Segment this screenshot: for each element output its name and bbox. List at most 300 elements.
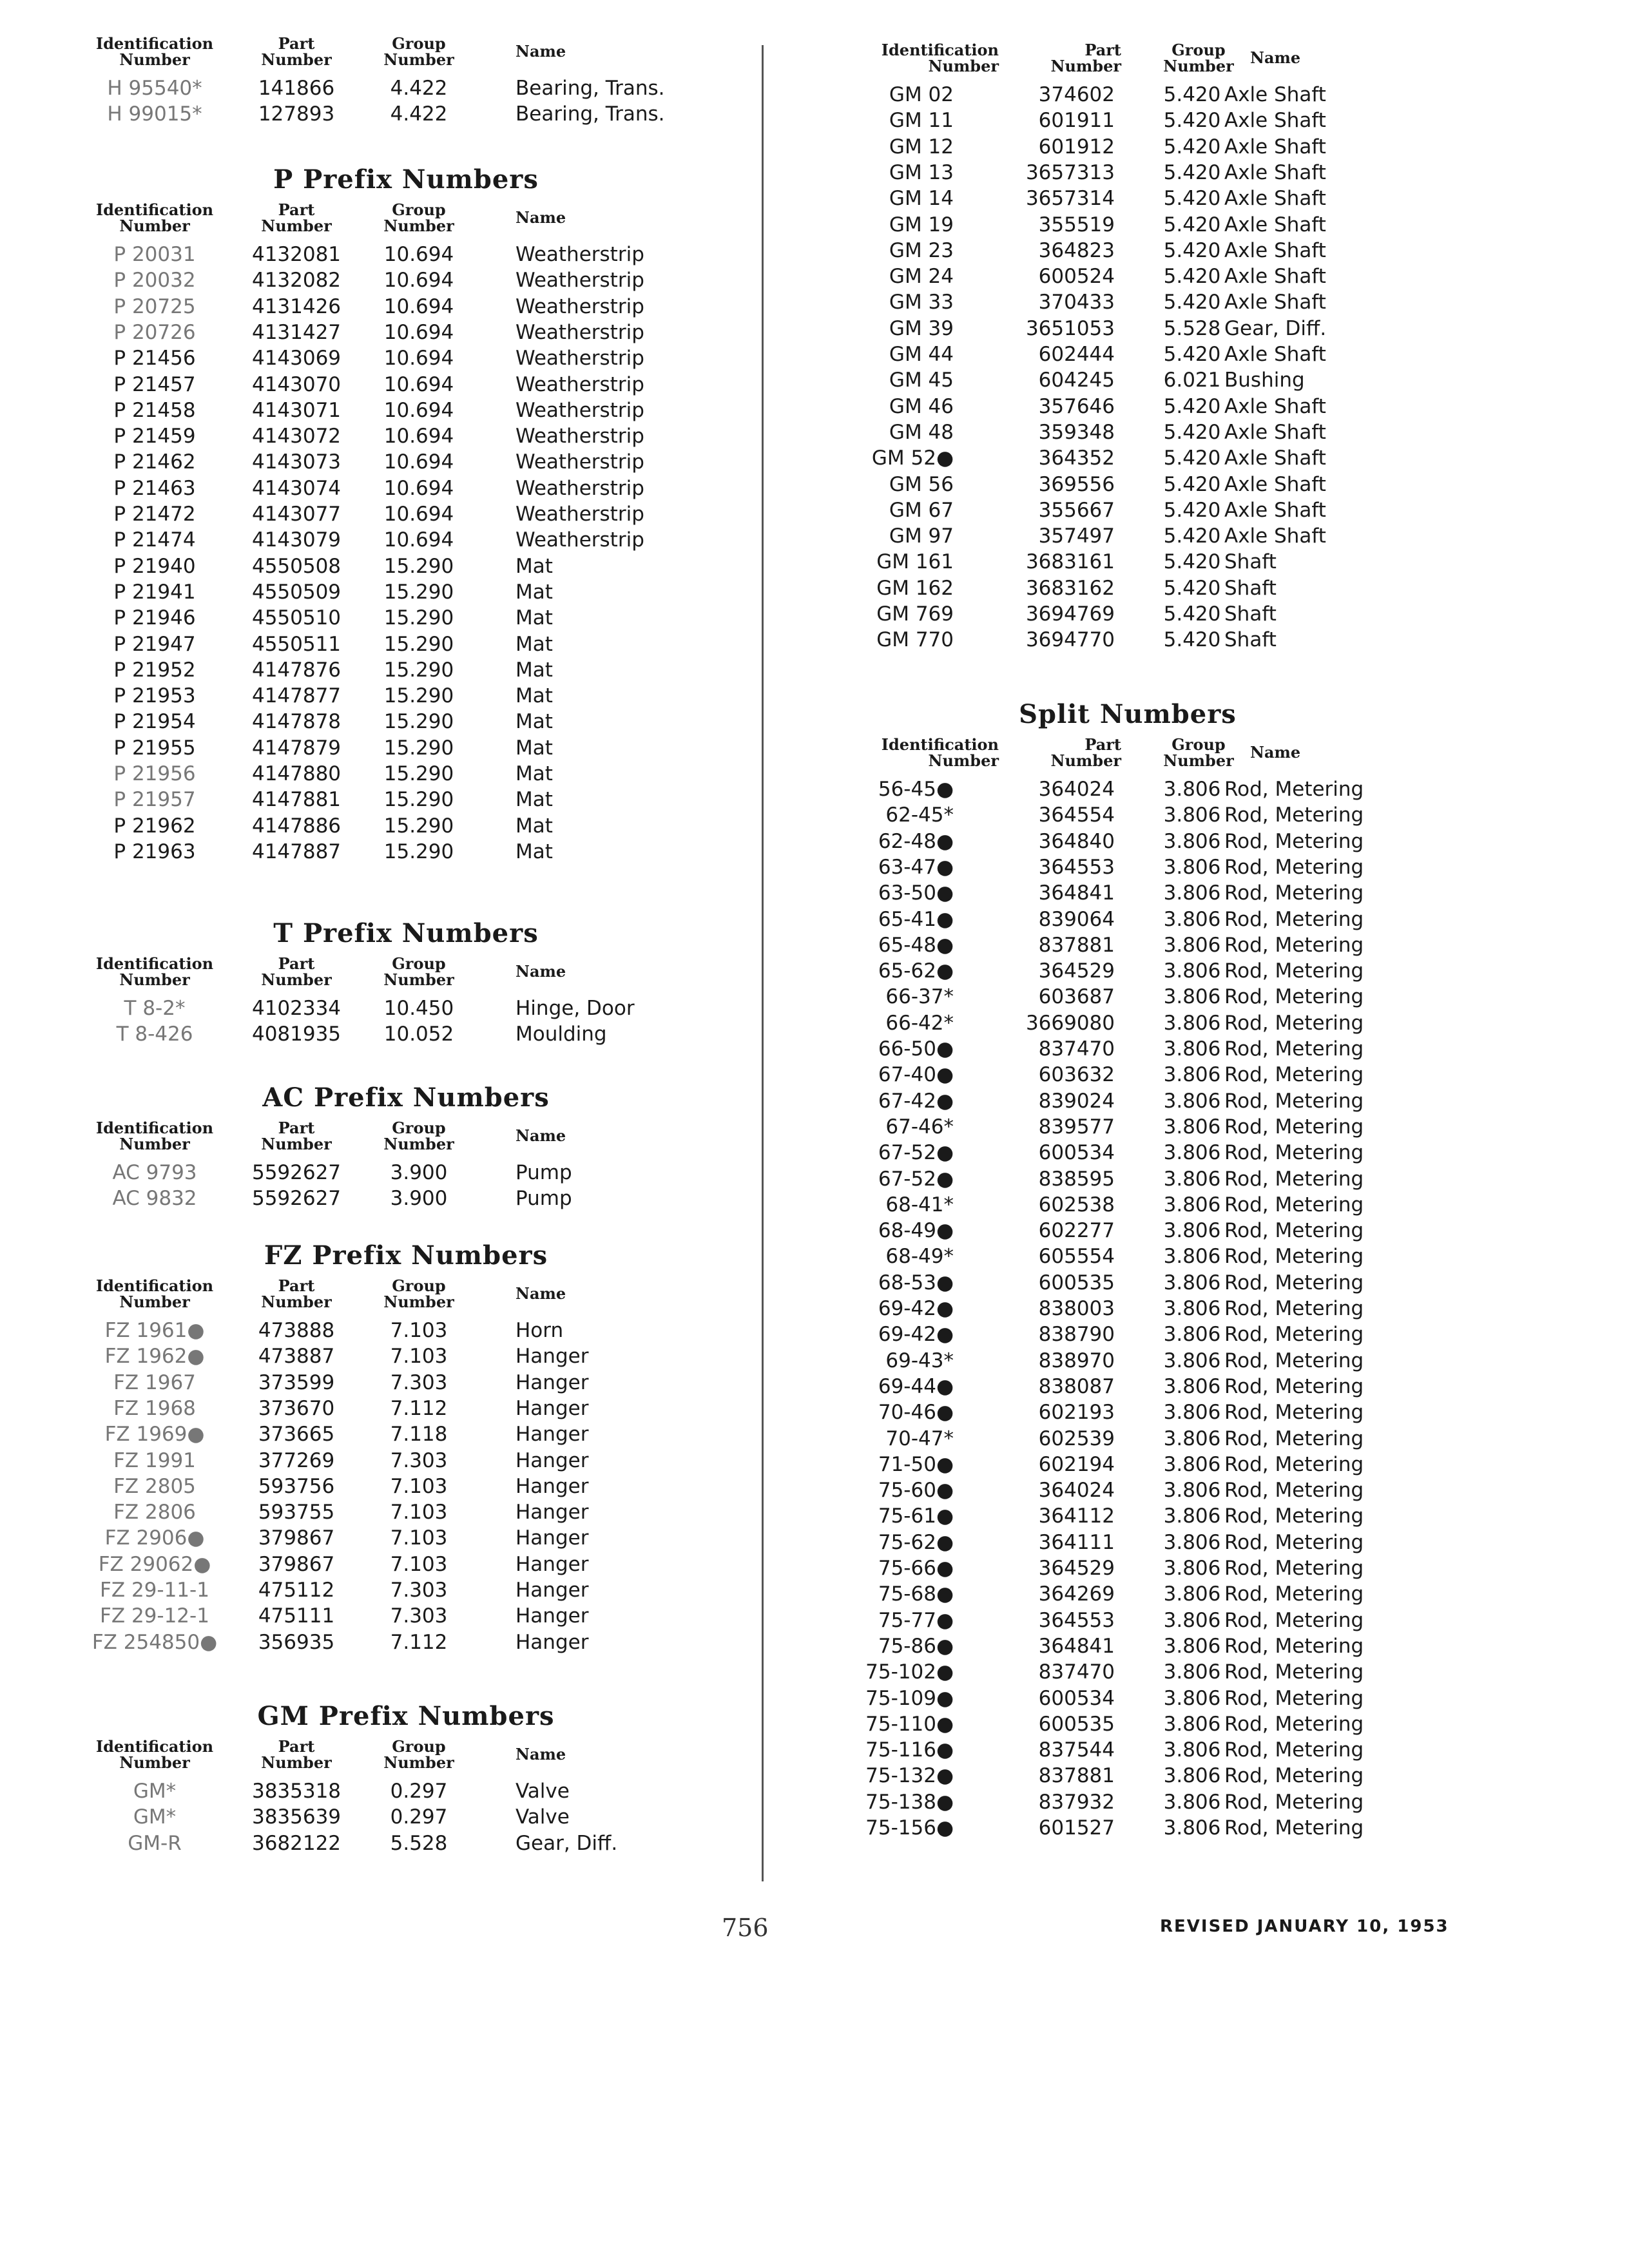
- group-number: 15.290: [383, 684, 454, 708]
- group-number: 10.694: [383, 503, 454, 526]
- group-number: 3.806: [1163, 1738, 1221, 1762]
- group-number: 7.303: [390, 1579, 448, 1602]
- identification-number: 66-37*: [885, 985, 954, 1009]
- part-name: Shaft: [1224, 576, 1277, 600]
- part-name: Rod, Metering: [1224, 829, 1364, 853]
- group-number: 10.694: [383, 476, 454, 500]
- part-number: 5592627: [251, 1187, 342, 1211]
- identification-number: AC 9793: [112, 1161, 197, 1184]
- identification-number: P 21462: [113, 450, 196, 474]
- header-id: Identification Number: [95, 1737, 214, 1772]
- part-number: 3694770: [1025, 628, 1115, 652]
- part-number: 4147878: [251, 710, 342, 734]
- part-number: 838790: [1038, 1323, 1115, 1347]
- header-part: Part Number: [261, 1276, 332, 1311]
- header-group: Group Number: [383, 200, 454, 235]
- part-number: 3657314: [1025, 187, 1115, 211]
- part-number: 3657313: [1025, 160, 1115, 184]
- part-number: 604245: [1038, 369, 1115, 392]
- header-part: Part Number: [261, 200, 332, 235]
- part-name: Rod, Metering: [1224, 1323, 1364, 1347]
- part-name: Hanger: [516, 1448, 589, 1472]
- part-name: Mat: [516, 814, 553, 838]
- part-number: 3835318: [251, 1780, 342, 1803]
- identification-number: P 21457: [113, 372, 196, 396]
- part-number: 3683162: [1025, 576, 1115, 600]
- identification-number: P 20725: [113, 294, 196, 318]
- part-number: 369556: [1038, 472, 1115, 496]
- group-number: 7.303: [390, 1370, 448, 1394]
- header-group: Group Number: [1163, 41, 1234, 75]
- part-number: 4132082: [251, 269, 342, 293]
- part-name: Axle Shaft: [1224, 343, 1326, 366]
- group-number: 3.806: [1163, 1582, 1221, 1606]
- group-number: 7.103: [390, 1319, 448, 1342]
- identification-number: GM 52●: [871, 447, 954, 470]
- group-number: 3.806: [1163, 1479, 1221, 1503]
- identification-number: 75-102●: [865, 1660, 954, 1684]
- part-number: 602538: [1038, 1193, 1115, 1216]
- identification-number: FZ 1969●: [104, 1423, 205, 1446]
- part-name: Rod, Metering: [1224, 1608, 1364, 1632]
- part-number: 3669080: [1025, 1011, 1115, 1035]
- part-name: Mat: [516, 788, 553, 812]
- part-number: 839064: [1038, 907, 1115, 931]
- group-number: 7.303: [390, 1604, 448, 1628]
- part-number: 600534: [1038, 1686, 1115, 1710]
- identification-number: GM 02: [889, 83, 954, 106]
- group-number: 7.103: [390, 1345, 448, 1369]
- part-name: Weatherstrip: [516, 372, 644, 396]
- identification-number: P 21953: [113, 684, 196, 708]
- identification-number: 75-68●: [878, 1582, 954, 1606]
- part-name: Axle Shaft: [1224, 213, 1326, 236]
- header-name: Name: [1250, 743, 1301, 762]
- identification-number: 68-53●: [878, 1271, 954, 1294]
- part-name: Rod, Metering: [1224, 1245, 1364, 1269]
- identification-number: 70-47*: [885, 1427, 954, 1450]
- part-name: Rod, Metering: [1224, 1011, 1364, 1035]
- part-number: 837544: [1038, 1738, 1115, 1762]
- identification-number: 67-52●: [878, 1167, 954, 1191]
- group-number: 3.806: [1163, 1530, 1221, 1554]
- identification-number: GM 11: [889, 109, 954, 133]
- identification-number: 66-42*: [885, 1011, 954, 1035]
- page-number: 756: [722, 1914, 769, 1942]
- identification-number: GM 45: [889, 369, 954, 392]
- group-number: 3.806: [1163, 1219, 1221, 1243]
- identification-number: GM 56: [889, 472, 954, 496]
- column-divider: [762, 45, 764, 1881]
- group-number: 0.297: [390, 1780, 448, 1803]
- part-number: 838595: [1038, 1167, 1115, 1191]
- group-number: 15.290: [383, 814, 454, 838]
- part-name: Mat: [516, 762, 553, 785]
- part-number: 127893: [258, 102, 335, 126]
- identification-number: 56-45●: [878, 778, 954, 801]
- part-name: Hanger: [516, 1370, 589, 1394]
- group-number: 3.806: [1163, 1504, 1221, 1528]
- part-number: 364529: [1038, 1557, 1115, 1580]
- group-number: 5.420: [1163, 447, 1221, 470]
- group-number: 5.420: [1163, 291, 1221, 314]
- header-id: Identification Number: [95, 34, 214, 69]
- group-number: 3.806: [1163, 1323, 1221, 1347]
- group-number: 7.103: [390, 1501, 448, 1524]
- group-number: 3.806: [1163, 881, 1221, 905]
- group-number: 3.806: [1163, 1374, 1221, 1398]
- part-number: 4550508: [251, 554, 342, 578]
- group-number: 7.103: [390, 1526, 448, 1550]
- part-name: Rod, Metering: [1224, 959, 1364, 983]
- part-name: Valve: [516, 1780, 570, 1803]
- group-number: 3.806: [1163, 1712, 1221, 1736]
- part-name: Rod, Metering: [1224, 1557, 1364, 1580]
- part-name: Rod, Metering: [1224, 907, 1364, 931]
- identification-number: GM 161: [876, 550, 954, 574]
- identification-number: GM 39: [889, 316, 954, 340]
- group-number: 5.420: [1163, 498, 1221, 522]
- identification-number: P 20726: [113, 320, 196, 344]
- group-number: 3.806: [1163, 933, 1221, 957]
- part-name: Mat: [516, 554, 553, 578]
- identification-number: 62-45*: [885, 803, 954, 827]
- part-name: Hanger: [516, 1526, 589, 1550]
- group-number: 15.290: [383, 580, 454, 604]
- identification-number: P 21946: [113, 606, 196, 630]
- group-number: 5.420: [1163, 472, 1221, 496]
- part-number: 364823: [1038, 238, 1115, 262]
- part-number: 605554: [1038, 1245, 1115, 1269]
- group-number: 3.806: [1163, 1297, 1221, 1320]
- part-number: 839577: [1038, 1115, 1115, 1139]
- part-name: Axle Shaft: [1224, 291, 1326, 314]
- group-number: 5.420: [1163, 576, 1221, 600]
- group-number: 5.420: [1163, 109, 1221, 133]
- part-number: 475111: [258, 1604, 335, 1628]
- header-name: Name: [1250, 48, 1301, 67]
- part-name: Axle Shaft: [1224, 420, 1326, 444]
- identification-number: GM*: [133, 1780, 177, 1803]
- identification-number: P 21963: [113, 840, 196, 863]
- group-number: 5.420: [1163, 238, 1221, 262]
- part-number: 5592627: [251, 1161, 342, 1184]
- part-number: 4147877: [251, 684, 342, 708]
- part-name: Weatherstrip: [516, 347, 644, 370]
- part-name: Pump: [516, 1187, 572, 1211]
- part-name: Rod, Metering: [1224, 1374, 1364, 1398]
- group-number: 5.420: [1163, 83, 1221, 106]
- group-number: 7.112: [390, 1396, 448, 1420]
- part-number: 4147879: [251, 736, 342, 760]
- part-name: Rod, Metering: [1224, 1271, 1364, 1294]
- group-number: 10.694: [383, 243, 454, 266]
- part-number: 379867: [258, 1526, 335, 1550]
- part-number: 364024: [1038, 778, 1115, 801]
- part-number: 4102334: [251, 997, 342, 1020]
- part-name: Hinge, Door: [516, 997, 635, 1020]
- part-name: Rod, Metering: [1224, 1297, 1364, 1320]
- identification-number: H 95540*: [107, 77, 202, 100]
- part-name: Rod, Metering: [1224, 1790, 1364, 1814]
- part-number: 364111: [1038, 1530, 1115, 1554]
- group-number: 5.420: [1163, 343, 1221, 366]
- part-number: 3682122: [251, 1831, 342, 1855]
- identification-number: T 8-2*: [124, 997, 186, 1020]
- group-number: 15.290: [383, 840, 454, 863]
- part-number: 602277: [1038, 1219, 1115, 1243]
- part-number: 355519: [1038, 213, 1115, 236]
- group-number: 3.806: [1163, 907, 1221, 931]
- group-number: 3.806: [1163, 1790, 1221, 1814]
- part-name: Shaft: [1224, 602, 1277, 626]
- part-name: Rod, Metering: [1224, 1193, 1364, 1216]
- group-number: 7.103: [390, 1552, 448, 1576]
- identification-number: P 21940: [113, 554, 196, 578]
- part-number: 4143071: [251, 398, 342, 422]
- identification-number: GM 67: [889, 498, 954, 522]
- part-name: Weatherstrip: [516, 450, 644, 474]
- part-name: Hanger: [516, 1345, 589, 1369]
- part-number: 4550511: [251, 632, 342, 656]
- part-number: 838087: [1038, 1374, 1115, 1398]
- part-number: 356935: [258, 1630, 335, 1654]
- identification-number: FZ 1968: [113, 1396, 196, 1420]
- identification-number: FZ 1962●: [104, 1345, 205, 1369]
- part-name: Hanger: [516, 1604, 589, 1628]
- group-number: 15.290: [383, 632, 454, 656]
- group-number: 3.806: [1163, 1816, 1221, 1840]
- part-number: 4143069: [251, 347, 342, 370]
- identification-number: FZ 1967: [113, 1370, 196, 1394]
- group-number: 3.806: [1163, 985, 1221, 1009]
- header-name: Name: [516, 1284, 566, 1303]
- part-number: 602539: [1038, 1427, 1115, 1450]
- identification-number: FZ 2805: [113, 1474, 196, 1498]
- group-number: 10.694: [383, 398, 454, 422]
- part-name: Pump: [516, 1161, 572, 1184]
- identification-number: GM 162: [876, 576, 954, 600]
- identification-number: P 20031: [113, 243, 196, 266]
- identification-number: P 21952: [113, 658, 196, 682]
- group-number: 3.806: [1163, 1349, 1221, 1372]
- part-name: Rod, Metering: [1224, 1686, 1364, 1710]
- group-number: 5.420: [1163, 160, 1221, 184]
- group-number: 3.806: [1163, 1557, 1221, 1580]
- identification-number: GM 44: [889, 343, 954, 366]
- part-name: Rod, Metering: [1224, 1530, 1364, 1554]
- part-name: Shaft: [1224, 550, 1277, 574]
- part-name: Weatherstrip: [516, 476, 644, 500]
- part-name: Mat: [516, 710, 553, 734]
- identification-number: 66-50●: [878, 1037, 954, 1061]
- header-id: Identification Number: [881, 735, 999, 770]
- identification-number: 70-46●: [878, 1401, 954, 1425]
- group-number: 5.528: [390, 1831, 448, 1855]
- header-group: Group Number: [1163, 735, 1234, 770]
- identification-number: 67-46*: [885, 1115, 954, 1139]
- header-group: Group Number: [383, 1119, 454, 1153]
- part-number: 364024: [1038, 1479, 1115, 1503]
- group-number: 6.021: [1163, 369, 1221, 392]
- group-number: 3.806: [1163, 855, 1221, 879]
- identification-number: GM 14: [889, 187, 954, 211]
- part-name: Rod, Metering: [1224, 803, 1364, 827]
- header-name: Name: [516, 208, 566, 227]
- group-number: 3.806: [1163, 1141, 1221, 1165]
- group-number: 3.806: [1163, 803, 1221, 827]
- part-name: Axle Shaft: [1224, 83, 1326, 106]
- identification-number: 75-62●: [878, 1530, 954, 1554]
- part-name: Rod, Metering: [1224, 1349, 1364, 1372]
- part-name: Mat: [516, 684, 553, 708]
- part-number: 4143077: [251, 503, 342, 526]
- part-name: Mat: [516, 840, 553, 863]
- group-number: 3.806: [1163, 1427, 1221, 1450]
- part-name: Rod, Metering: [1224, 1141, 1364, 1165]
- group-number: 0.297: [390, 1805, 448, 1829]
- identification-number: GM 48: [889, 420, 954, 444]
- part-name: Rod, Metering: [1224, 1738, 1364, 1762]
- identification-number: P 21956: [113, 762, 196, 785]
- part-number: 364553: [1038, 855, 1115, 879]
- part-number: 4081935: [251, 1023, 342, 1046]
- part-name: Rod, Metering: [1224, 1115, 1364, 1139]
- part-number: 359348: [1038, 420, 1115, 444]
- header-group: Group Number: [383, 1737, 454, 1772]
- part-number: 4143073: [251, 450, 342, 474]
- part-number: 4131426: [251, 294, 342, 318]
- part-name: Rod, Metering: [1224, 985, 1364, 1009]
- identification-number: P 21472: [113, 503, 196, 526]
- header-part: Part Number: [1050, 735, 1121, 770]
- group-number: 10.694: [383, 320, 454, 344]
- part-name: Rod, Metering: [1224, 1582, 1364, 1606]
- identification-number: 69-43*: [885, 1349, 954, 1372]
- identification-number: 68-49*: [885, 1245, 954, 1269]
- part-number: 4550510: [251, 606, 342, 630]
- group-number: 3.806: [1163, 1089, 1221, 1113]
- part-name: Rod, Metering: [1224, 1504, 1364, 1528]
- group-number: 5.420: [1163, 265, 1221, 289]
- part-number: 374602: [1038, 83, 1115, 106]
- header-part: Part Number: [261, 1737, 332, 1772]
- identification-number: 67-52●: [878, 1141, 954, 1165]
- section-title: Split Numbers: [1019, 699, 1237, 729]
- group-number: 15.290: [383, 710, 454, 734]
- group-number: 5.420: [1163, 420, 1221, 444]
- part-name: Rod, Metering: [1224, 1167, 1364, 1191]
- part-number: 373599: [258, 1370, 335, 1394]
- group-number: 5.420: [1163, 602, 1221, 626]
- identification-number: FZ 29-12-1: [100, 1604, 209, 1628]
- part-name: Hanger: [516, 1579, 589, 1602]
- group-number: 3.806: [1163, 1193, 1221, 1216]
- group-number: 3.806: [1163, 1115, 1221, 1139]
- group-number: 10.694: [383, 347, 454, 370]
- part-number: 603632: [1038, 1063, 1115, 1087]
- part-name: Weatherstrip: [516, 243, 644, 266]
- identification-number: 75-116●: [865, 1738, 954, 1762]
- part-number: 837470: [1038, 1037, 1115, 1061]
- identification-number: GM 769: [876, 602, 954, 626]
- identification-number: FZ 254850●: [92, 1630, 218, 1654]
- part-number: 364352: [1038, 447, 1115, 470]
- group-number: 10.694: [383, 450, 454, 474]
- header-id: Identification Number: [95, 1119, 214, 1153]
- part-number: 601912: [1038, 135, 1115, 159]
- part-name: Rod, Metering: [1224, 1089, 1364, 1113]
- identification-number: FZ 29062●: [98, 1552, 211, 1576]
- part-name: Hanger: [516, 1396, 589, 1420]
- part-name: Rod, Metering: [1224, 1634, 1364, 1658]
- part-number: 601911: [1038, 109, 1115, 133]
- group-number: 3.806: [1163, 1011, 1221, 1035]
- revised-date: REVISED JANUARY 10, 1953: [1160, 1917, 1449, 1936]
- part-number: 355667: [1038, 498, 1115, 522]
- group-number: 4.422: [390, 102, 448, 126]
- part-name: Weatherstrip: [516, 269, 644, 293]
- identification-number: 68-41*: [885, 1193, 954, 1216]
- identification-number: 75-60●: [878, 1479, 954, 1503]
- group-number: 5.420: [1163, 187, 1221, 211]
- part-number: 838003: [1038, 1297, 1115, 1320]
- group-number: 15.290: [383, 606, 454, 630]
- identification-number: 62-48●: [878, 829, 954, 853]
- group-number: 7.112: [390, 1630, 448, 1654]
- part-name: Gear, Diff.: [1224, 316, 1327, 340]
- part-name: Rod, Metering: [1224, 778, 1364, 801]
- part-name: Weatherstrip: [516, 320, 644, 344]
- header-id: Identification Number: [95, 200, 214, 235]
- part-name: Rod, Metering: [1224, 1660, 1364, 1684]
- part-name: Axle Shaft: [1224, 109, 1326, 133]
- part-name: Hanger: [516, 1501, 589, 1524]
- header-part: Part Number: [261, 1119, 332, 1153]
- part-name: Rod, Metering: [1224, 881, 1364, 905]
- identification-number: P 21947: [113, 632, 196, 656]
- part-number: 4143079: [251, 528, 342, 552]
- header-name: Name: [516, 1745, 566, 1763]
- identification-number: GM 13: [889, 160, 954, 184]
- part-number: 475112: [258, 1579, 335, 1602]
- header-id: Identification Number: [95, 954, 214, 989]
- part-name: Hanger: [516, 1552, 589, 1576]
- identification-number: GM 23: [889, 238, 954, 262]
- part-name: Axle Shaft: [1224, 472, 1326, 496]
- part-number: 4143070: [251, 372, 342, 396]
- part-number: 370433: [1038, 291, 1115, 314]
- header-id: Identification Number: [95, 1276, 214, 1311]
- part-name: Rod, Metering: [1224, 1427, 1364, 1450]
- group-number: 3.806: [1163, 1634, 1221, 1658]
- identification-number: P 21456: [113, 347, 196, 370]
- identification-number: 75-86●: [878, 1634, 954, 1658]
- group-number: 5.420: [1163, 524, 1221, 548]
- section-title: GM Prefix Numbers: [257, 1701, 555, 1731]
- part-number: 602193: [1038, 1401, 1115, 1425]
- identification-number: 71-50●: [878, 1452, 954, 1476]
- part-number: 593755: [258, 1501, 335, 1524]
- part-number: 4147881: [251, 788, 342, 812]
- part-name: Bearing, Trans.: [516, 102, 665, 126]
- group-number: 15.290: [383, 736, 454, 760]
- part-name: Shaft: [1224, 628, 1277, 652]
- header-part: Part Number: [261, 954, 332, 989]
- identification-number: P 21957: [113, 788, 196, 812]
- identification-number: GM-R: [128, 1831, 182, 1855]
- part-name: Weatherstrip: [516, 528, 644, 552]
